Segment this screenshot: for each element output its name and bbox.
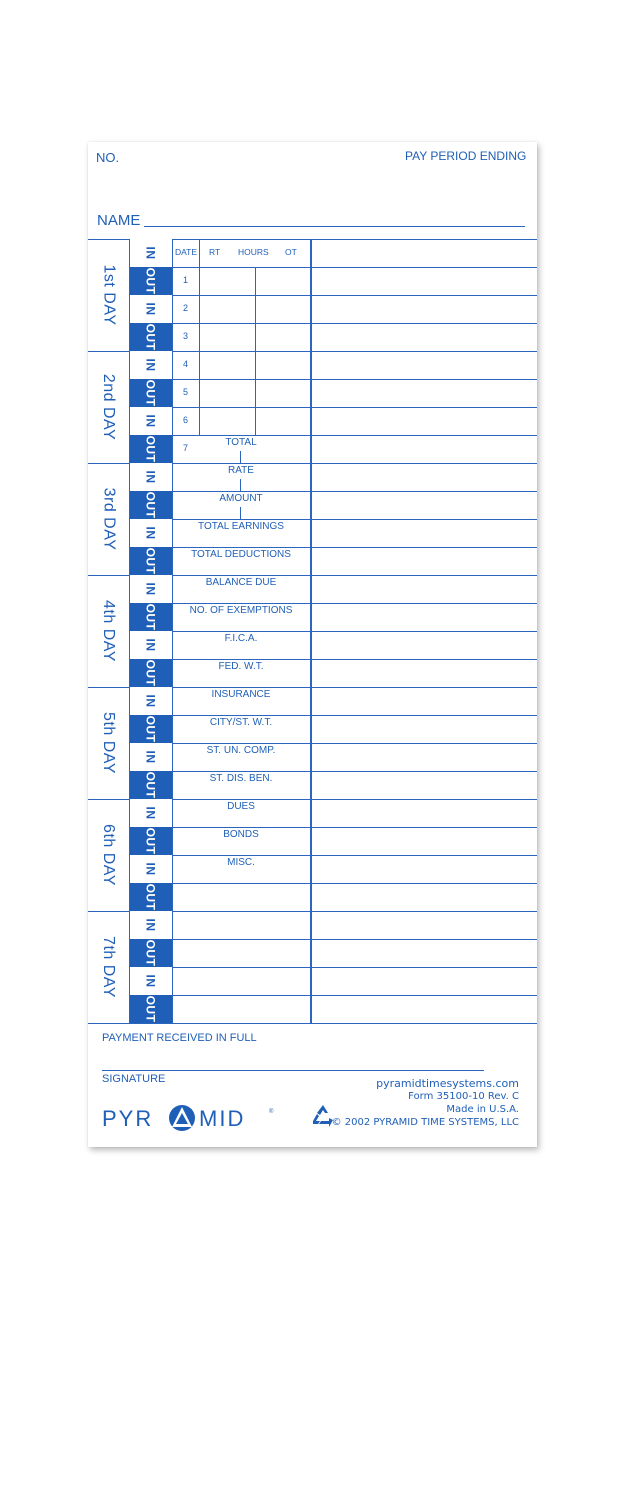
- time-card: [88, 142, 537, 1147]
- day-label-text: 1st DAY: [100, 264, 117, 325]
- number-label: NO.: [96, 150, 120, 165]
- in-cell: [129, 295, 172, 323]
- row-line: [172, 743, 537, 744]
- day-label-text: 7th DAY: [100, 935, 117, 998]
- copyright-text: © 2002 PYRAMID TIME SYSTEMS, LLC: [331, 1117, 519, 1128]
- in-label: IN: [143, 526, 158, 540]
- in-cell: [129, 855, 172, 883]
- out-label: OUT: [143, 995, 158, 1023]
- day-label: [90, 911, 126, 1022]
- out-label: OUT: [143, 491, 158, 519]
- row-line: [172, 855, 537, 856]
- out-label: OUT: [143, 435, 158, 463]
- form-number: Form 35100-10 Rev. C: [408, 1091, 519, 1102]
- out-cell: [129, 939, 172, 967]
- signature-label: SIGNATURE: [102, 1073, 166, 1085]
- day-label-text: 6th DAY: [100, 823, 117, 886]
- out-label: OUT: [143, 603, 158, 631]
- summary-item-label: INSURANCE: [211, 689, 271, 700]
- row-line: [172, 631, 537, 632]
- summary-item-label: RATE: [228, 465, 254, 476]
- grid-bottom-border: [88, 1023, 537, 1024]
- summary-item-label: ST. UN. COMP.: [206, 745, 276, 756]
- out-cell: [129, 267, 172, 295]
- row-line: [172, 715, 537, 716]
- io-left-border: [129, 239, 130, 1023]
- pyramid-logo: [102, 1102, 278, 1136]
- out-label: OUT: [143, 939, 158, 967]
- in-cell: [129, 463, 172, 491]
- in-label: IN: [143, 246, 158, 260]
- website-text: pyramidtimesystems.com: [376, 1077, 519, 1090]
- in-cell: [129, 743, 172, 771]
- row-line: [172, 939, 537, 940]
- summary-item-label: BONDS: [223, 829, 259, 840]
- row-line: [172, 603, 537, 604]
- out-cell: [129, 379, 172, 407]
- summary-item-label: ST. DIS. BEN.: [209, 773, 273, 784]
- out-cell: [129, 715, 172, 743]
- row-line: [172, 575, 537, 576]
- out-cell: [129, 771, 172, 799]
- in-label: IN: [143, 638, 158, 652]
- out-cell: [129, 883, 172, 911]
- out-cell: [129, 603, 172, 631]
- out-label: OUT: [143, 547, 158, 575]
- connector-stub: [240, 507, 241, 519]
- date-number: 2: [182, 303, 188, 313]
- name-label: NAME: [97, 212, 141, 229]
- in-label: IN: [143, 694, 158, 708]
- out-cell: [129, 547, 172, 575]
- out-label: OUT: [143, 827, 158, 855]
- in-cell: [129, 407, 172, 435]
- in-cell: [129, 351, 172, 379]
- out-cell: [129, 995, 172, 1023]
- in-cell: [129, 239, 172, 267]
- signature-line: [102, 1070, 484, 1071]
- in-cell: [129, 799, 172, 827]
- in-label: IN: [143, 974, 158, 988]
- row-line: [172, 659, 537, 660]
- row-line: [172, 883, 537, 884]
- row-line: [172, 519, 537, 520]
- out-label: OUT: [143, 267, 158, 295]
- ot-header: OT: [285, 247, 297, 257]
- day-label: [90, 463, 126, 574]
- in-cell: [129, 911, 172, 939]
- hours-header: HOURS: [238, 247, 269, 257]
- day-label: [90, 687, 126, 798]
- time-grid: [88, 239, 537, 1023]
- row-line: [172, 323, 537, 324]
- day-label: [90, 239, 126, 350]
- out-cell: [129, 323, 172, 351]
- summary-item-label: BALANCE DUE: [205, 577, 277, 588]
- summary-item-label: F.I.C.A.: [224, 633, 258, 644]
- in-label: IN: [143, 806, 158, 820]
- summary-item-label: FED. W.T.: [218, 661, 264, 672]
- name-line: [144, 226, 525, 227]
- summary-item-label: TOTAL DEDUCTIONS: [191, 549, 291, 560]
- day-label-text: 4th DAY: [100, 599, 117, 662]
- out-label: OUT: [143, 659, 158, 687]
- out-cell: [129, 491, 172, 519]
- day-label: [90, 351, 126, 462]
- connector-stub: [240, 479, 241, 491]
- pyramid-logo-graphic: [102, 1102, 278, 1136]
- day-label-text: 3rd DAY: [100, 487, 117, 550]
- date-number: 5: [182, 387, 188, 397]
- out-label: OUT: [143, 379, 158, 407]
- in-cell: [129, 967, 172, 995]
- out-cell: [129, 435, 172, 463]
- pay-period-label: PAY PERIOD ENDING: [405, 149, 527, 163]
- day-label: [90, 799, 126, 910]
- out-label: OUT: [143, 771, 158, 799]
- row-line: [172, 771, 537, 772]
- row-line: [172, 295, 537, 296]
- made-in-text: Made in U.S.A.: [446, 1104, 519, 1115]
- summary-item-label: TOTAL EARNINGS: [198, 521, 284, 532]
- rt-header: RT: [209, 247, 221, 257]
- in-cell: [129, 575, 172, 603]
- out-cell: [129, 659, 172, 687]
- date-number: 1: [182, 275, 188, 285]
- in-label: IN: [143, 302, 158, 316]
- day-label-text: 2nd DAY: [100, 373, 118, 440]
- out-cell: [129, 827, 172, 855]
- hours-col-line: [255, 267, 256, 435]
- row-line: [172, 491, 537, 492]
- row-line: [172, 967, 537, 968]
- in-label: IN: [143, 414, 158, 428]
- row-line: [172, 267, 537, 268]
- in-label: IN: [143, 470, 158, 484]
- row-line: [172, 687, 537, 688]
- day-label: [90, 575, 126, 686]
- summary-item-label: DUES: [227, 801, 255, 812]
- payment-label: PAYMENT RECEIVED IN FULL: [102, 1032, 257, 1044]
- row-line: [172, 379, 537, 380]
- svg-text:MID: MID: [199, 1106, 246, 1131]
- in-label: IN: [143, 582, 158, 596]
- row-line: [172, 799, 537, 800]
- in-cell: [129, 519, 172, 547]
- row-line: [172, 911, 537, 912]
- date-header: DATE: [175, 247, 198, 257]
- summary-item-label: NO. OF EXEMPTIONS: [189, 605, 293, 616]
- in-cell: [129, 631, 172, 659]
- out-label: OUT: [143, 323, 158, 351]
- connector-stub: [240, 451, 241, 463]
- in-label: IN: [143, 862, 158, 876]
- date-number: 3: [182, 331, 188, 341]
- row-line: [172, 995, 537, 996]
- in-label: IN: [143, 358, 158, 372]
- date-number: 4: [182, 359, 188, 369]
- date-number: 7: [182, 443, 188, 453]
- in-label: IN: [143, 918, 158, 932]
- row-line: [172, 463, 537, 464]
- in-label: IN: [143, 750, 158, 764]
- out-label: OUT: [143, 715, 158, 743]
- out-label: OUT: [143, 883, 158, 911]
- summary-item-label: MISC.: [227, 857, 255, 868]
- in-cell: [129, 687, 172, 715]
- date-col-line: [199, 239, 200, 435]
- date-number: 6: [182, 415, 188, 425]
- svg-text:PYR: PYR: [102, 1106, 154, 1131]
- row-line: [172, 351, 537, 352]
- summary-item-label: CITY/ST. W.T.: [209, 717, 273, 728]
- row-line: [172, 547, 537, 548]
- io-right-border: [172, 239, 173, 1023]
- summary-item-label: TOTAL: [225, 437, 257, 448]
- main-divider: [310, 239, 312, 1023]
- summary-item-label: AMOUNT: [219, 493, 263, 504]
- row-line: [172, 407, 537, 408]
- day-label-text: 5th DAY: [100, 711, 117, 774]
- svg-text:®: ®: [269, 1109, 274, 1115]
- row-line: [172, 435, 537, 436]
- row-line: [172, 827, 537, 828]
